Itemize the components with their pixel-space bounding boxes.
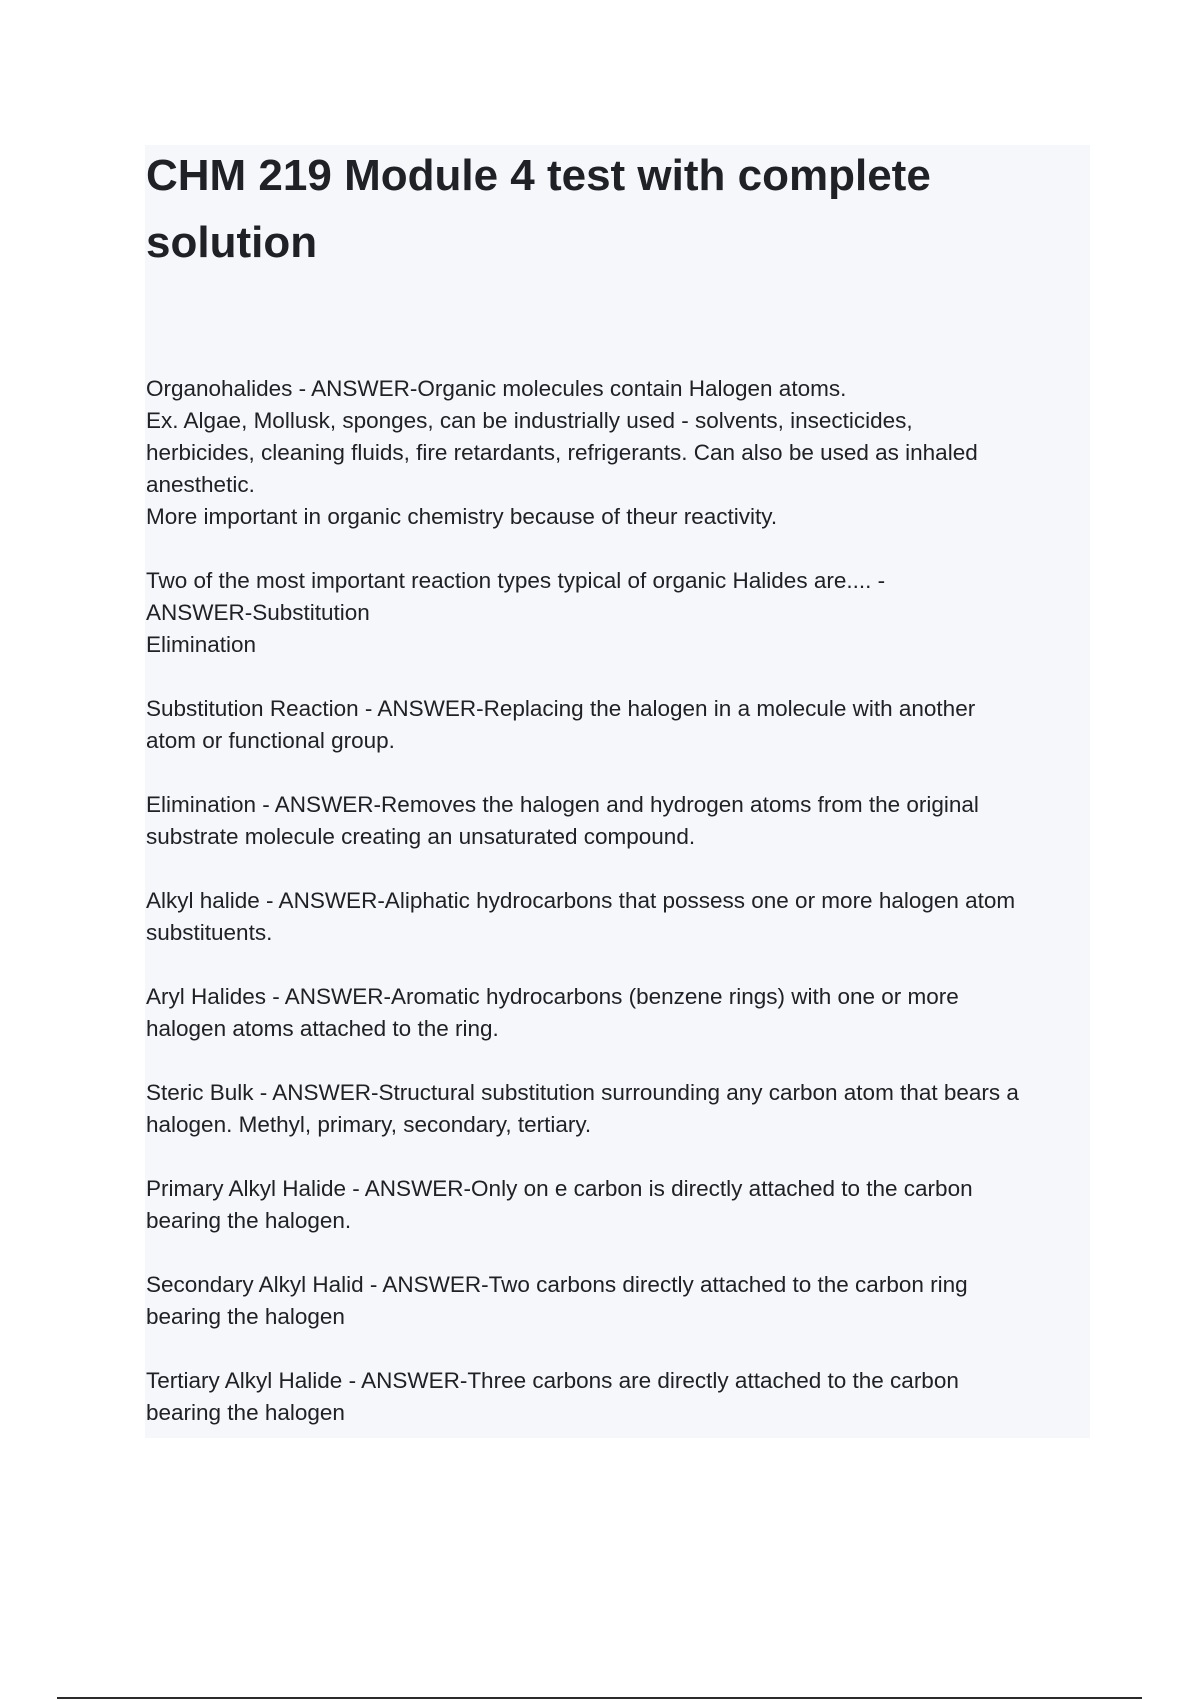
qa-entry-secondary-alkyl-halid: [146, 1269, 1096, 1333]
qa-entry-reaction-types: [146, 565, 1096, 661]
text-line: Aryl Halides - ANSWER-Aromatic hydrocarbons (benzene rings) with one or more: [146, 984, 959, 1009]
text-line: Organohalides - ANSWER-Organic molecules contain Halogen atoms.: [146, 376, 847, 401]
text-line: atom or functional group.: [146, 728, 395, 753]
qa-list: [146, 373, 1096, 1461]
text-line: ANSWER-Substitution: [146, 600, 370, 625]
qa-entry-substitution-reaction: [146, 693, 1096, 757]
qa-entry-aryl-halides: [146, 981, 1096, 1045]
text-line: Two of the most important reaction types typical of organic Halides are.... -: [146, 568, 886, 593]
document-title: CHM 219 Module 4 test with complete solution: [146, 151, 931, 267]
text-line: herbicides, cleaning fluids, fire retardants, refrigerants. Can also be used as inhaled: [146, 440, 978, 465]
text-line: substrate molecule creating an unsaturated compound.: [146, 824, 696, 849]
footer-divider: [57, 1697, 1142, 1699]
text-line: bearing the halogen: [146, 1304, 345, 1329]
text-line: substituents.: [146, 920, 273, 945]
qa-entry-primary-alkyl-halide: [146, 1173, 1096, 1237]
text-line: halogen atoms attached to the ring.: [146, 1016, 499, 1041]
qa-entry-organohalides: [146, 373, 1096, 533]
text-line: Substitution Reaction - ANSWER-Replacing the halogen in a molecule with another: [146, 696, 976, 721]
text-line: More important in organic chemistry because of theur reactivity.: [146, 504, 778, 529]
qa-entry-alkyl-halide: [146, 885, 1096, 949]
text-line: Tertiary Alkyl Halide - ANSWER-Three carbons are directly attached to the carbon: [146, 1368, 959, 1393]
text-line: bearing the halogen: [146, 1400, 345, 1425]
text-line: halogen. Methyl, primary, secondary, tertiary.: [146, 1112, 592, 1137]
text-line: Alkyl halide - ANSWER-Aliphatic hydrocarbons that possess one or more halogen atom: [146, 888, 1016, 913]
text-line: Elimination - ANSWER-Removes the halogen and hydrogen atoms from the original: [146, 792, 979, 817]
text-line: Secondary Alkyl Halid - ANSWER-Two carbons directly attached to the carbon ring: [146, 1272, 968, 1297]
text-line: Steric Bulk - ANSWER-Structural substitution surrounding any carbon atom that bears a: [146, 1080, 1019, 1105]
text-line: bearing the halogen.: [146, 1208, 352, 1233]
text-line: anesthetic.: [146, 472, 255, 497]
text-line: Primary Alkyl Halide - ANSWER-Only on e carbon is directly attached to the carbon: [146, 1176, 973, 1201]
qa-entry-steric-bulk: [146, 1077, 1096, 1141]
qa-entry-elimination: [146, 789, 1096, 853]
text-line: Ex. Algae, Mollusk, sponges, can be industrially used - solvents, insecticides,: [146, 408, 913, 433]
text-line: Elimination: [146, 632, 257, 657]
qa-entry-tertiary-alkyl-halide: [146, 1365, 1096, 1429]
